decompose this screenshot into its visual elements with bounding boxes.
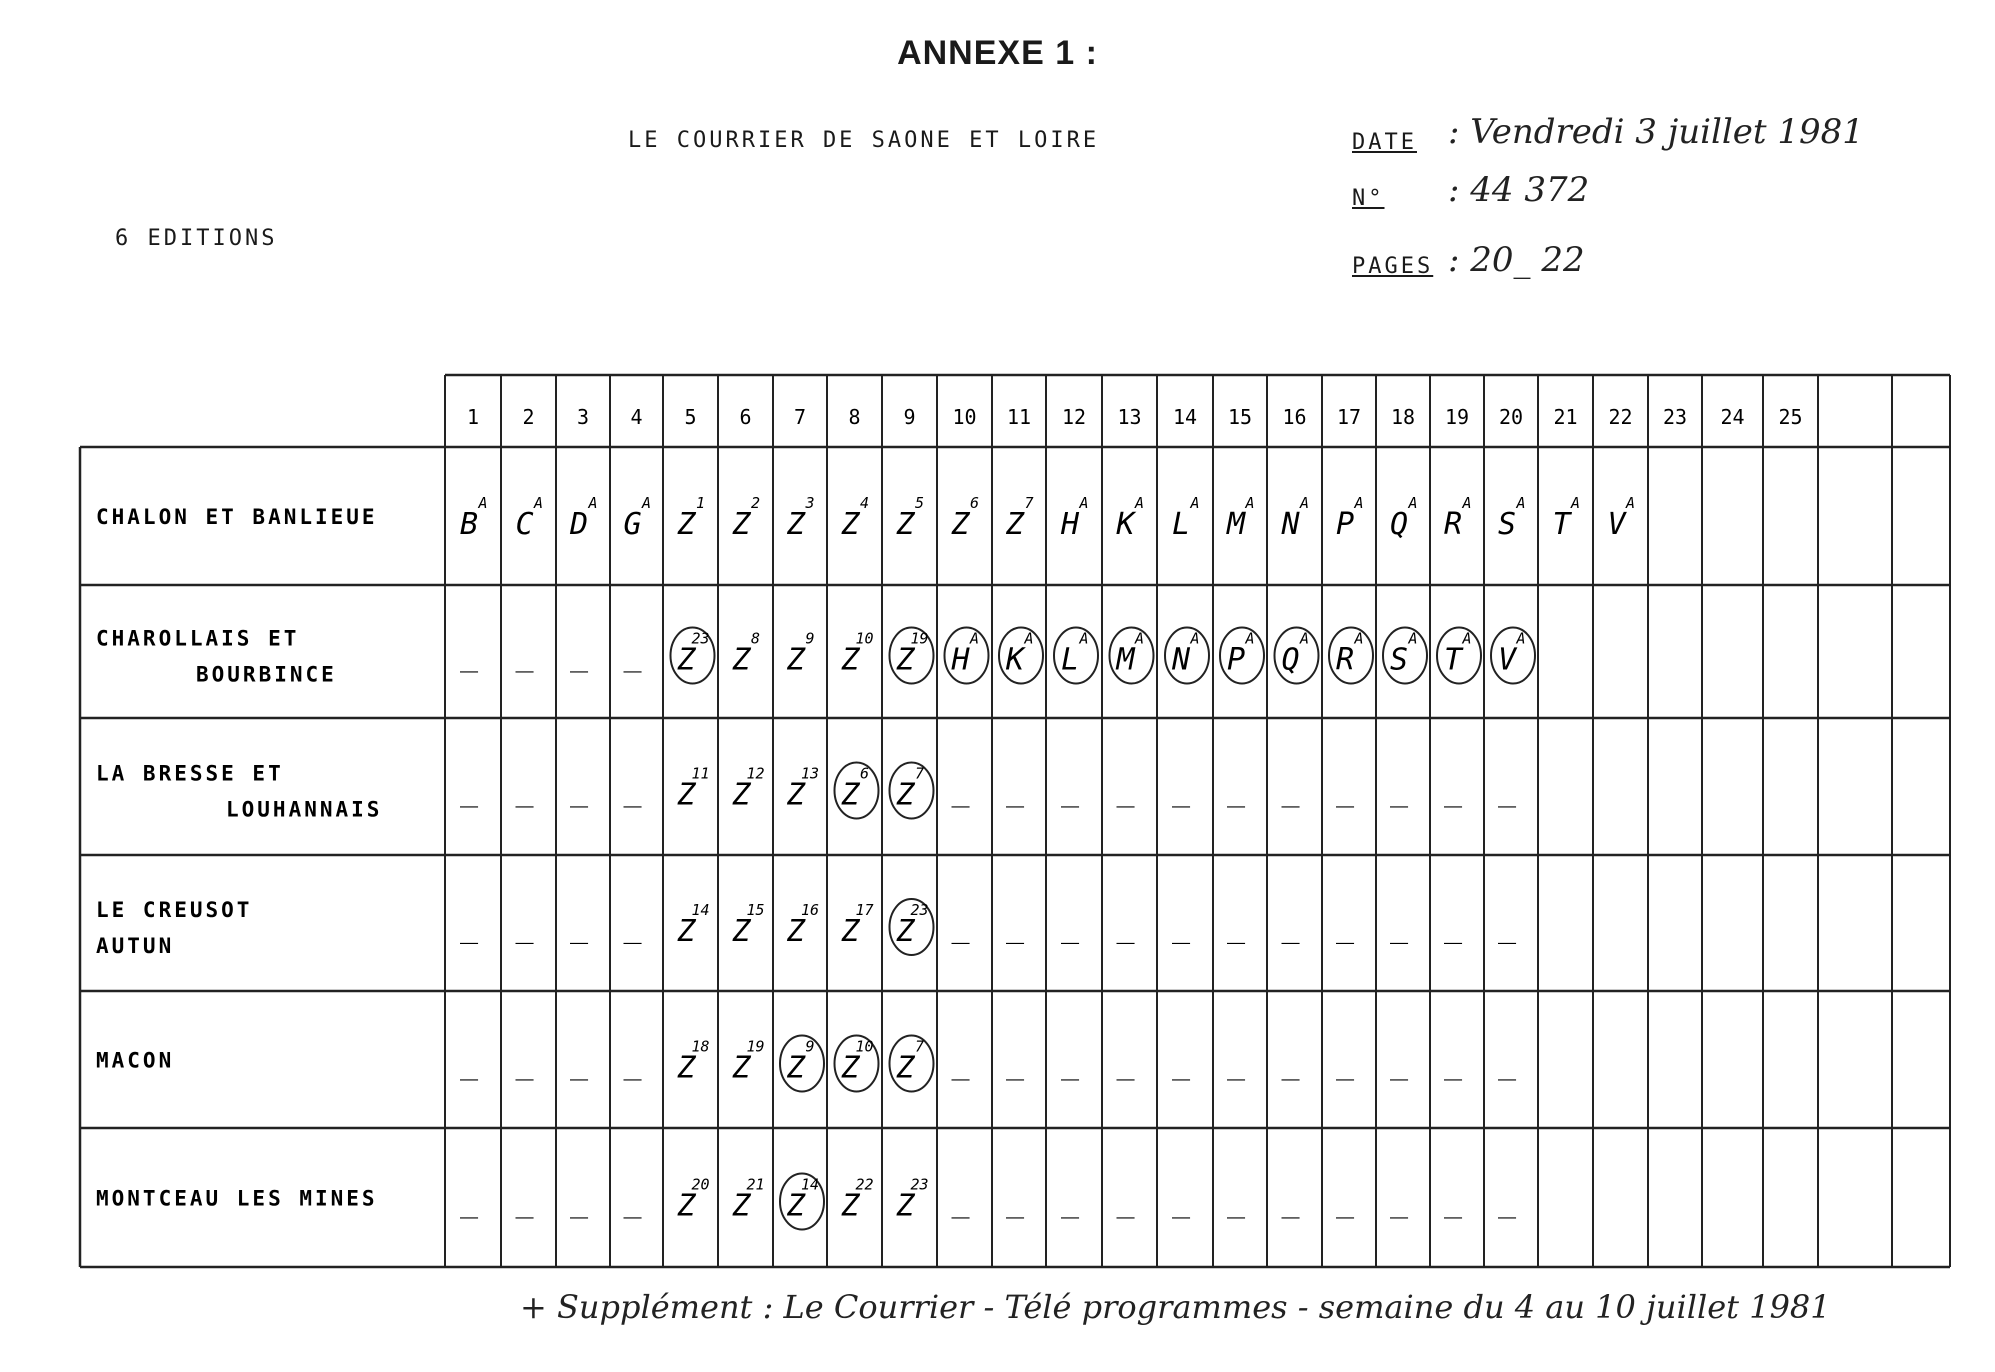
column-number: 15: [1227, 405, 1253, 429]
empty-cell-dash: _: [1335, 1184, 1355, 1220]
supplement-note: + Supplément : Le Courrier - Télé programmes - semaine du 4 au 10 juillet 1981: [520, 1288, 1831, 1326]
empty-cell-dash: _: [1226, 910, 1246, 945]
cell-letter: Z: [677, 507, 696, 542]
empty-cell-dash: _: [1116, 1046, 1135, 1082]
empty-cell-dash: _: [1335, 773, 1355, 809]
cell-superscript: 19: [746, 1037, 765, 1056]
row-label: AUTUN: [96, 934, 175, 958]
column-number: 16: [1282, 405, 1307, 429]
cell-letter: Z: [896, 777, 915, 813]
column-number: 2: [522, 405, 535, 429]
cell-superscript: A: [1190, 494, 1200, 512]
empty-cell-dash: _: [1171, 910, 1191, 945]
newspaper-name: LE COURRIER DE SAONE ET LOIRE: [628, 128, 1100, 153]
cell-letter: D: [569, 507, 589, 542]
page-title: ANNEXE 1 :: [897, 34, 1098, 72]
cell-letter: Z: [896, 642, 915, 678]
cell-letter: Z: [841, 914, 860, 949]
cell-superscript: A: [1134, 494, 1145, 512]
cell-letter: M: [1226, 507, 1246, 542]
column-number: 12: [1061, 405, 1087, 429]
empty-cell-dash: _: [569, 773, 589, 809]
empty-cell-dash: _: [1443, 910, 1463, 945]
cell-letter: Z: [841, 1188, 860, 1224]
cell-letter: Z: [677, 642, 696, 678]
cell-superscript: 6: [969, 494, 980, 512]
cell-letter: S: [1497, 507, 1517, 542]
cell-letter: Z: [841, 777, 860, 813]
empty-cell-dash: _: [515, 773, 534, 809]
cell-letter: Z: [732, 1188, 751, 1224]
empty-cell-dash: _: [1060, 1046, 1080, 1082]
cell-superscript: A: [1245, 629, 1255, 648]
cell-letter: N: [1171, 642, 1191, 678]
row-label: MACON: [96, 1048, 175, 1073]
column-number: 22: [1608, 405, 1633, 429]
cell-letter: Z: [732, 1050, 751, 1086]
empty-cell-dash: _: [459, 1046, 479, 1082]
cell-superscript: 15: [746, 901, 765, 919]
empty-cell-dash: _: [1497, 910, 1517, 945]
cell-superscript: A: [1462, 494, 1472, 512]
empty-cell-dash: _: [1060, 910, 1080, 945]
cell-letter: Q: [1281, 642, 1300, 678]
empty-cell-dash: _: [1171, 1046, 1191, 1082]
empty-cell-dash: _: [569, 638, 589, 674]
column-number: 4: [630, 405, 643, 429]
empty-cell-dash: _: [1005, 910, 1025, 945]
cell-superscript: 7: [914, 764, 925, 783]
column-number: 9: [903, 405, 916, 429]
empty-cell-dash: _: [1497, 1046, 1517, 1082]
empty-cell-dash: _: [515, 910, 534, 945]
cell-letter: H: [951, 642, 970, 678]
empty-cell-dash: _: [459, 773, 479, 809]
cell-letter: Z: [677, 777, 696, 813]
cell-superscript: A: [1299, 494, 1310, 512]
cell-superscript: A: [1134, 629, 1145, 648]
empty-cell-dash: _: [569, 1046, 589, 1082]
row-label: CHALON ET BANLIEUE: [96, 505, 378, 529]
cell-letter: Z: [841, 507, 860, 542]
editions-label: 6 EDITIONS: [115, 226, 278, 251]
cell-letter: Z: [896, 1188, 915, 1224]
cell-superscript: A: [1625, 494, 1636, 512]
cell-letter: Z: [841, 1050, 860, 1086]
column-number: 5: [684, 405, 697, 429]
cell-letter: Z: [732, 507, 751, 542]
empty-cell-dash: _: [1335, 1046, 1355, 1082]
empty-cell-dash: _: [1281, 1046, 1300, 1082]
cell-letter: L: [1060, 642, 1080, 678]
date-label: DATE: [1352, 130, 1417, 155]
empty-cell-dash: _: [515, 638, 534, 674]
empty-cell-dash: _: [1443, 1046, 1463, 1082]
row-label: CHAROLLAIS ET: [96, 626, 300, 651]
empty-cell-dash: _: [1226, 1184, 1246, 1220]
number-value: : 44 372: [1448, 170, 1590, 210]
column-number: 8: [848, 405, 861, 429]
cell-letter: T: [1443, 642, 1463, 678]
empty-cell-dash: _: [623, 1184, 642, 1220]
cell-letter: L: [1171, 507, 1191, 542]
cell-superscript: A: [1570, 494, 1581, 512]
cell-superscript: 14: [691, 901, 710, 919]
cell-letter: Z: [896, 914, 915, 949]
column-number: 20: [1498, 405, 1524, 429]
empty-cell-dash: _: [569, 910, 589, 945]
cell-superscript: A: [1299, 629, 1310, 648]
cell-superscript: A: [1516, 629, 1526, 648]
empty-cell-dash: _: [1226, 1046, 1246, 1082]
cell-letter: T: [1552, 507, 1571, 542]
empty-cell-dash: _: [1281, 773, 1300, 809]
cell-superscript: 9: [805, 1037, 815, 1056]
row-label: LOUHANNAIS: [226, 797, 383, 822]
cell-superscript: A: [969, 629, 980, 648]
cell-letter: Z: [786, 914, 806, 949]
cell-superscript: 19: [910, 629, 929, 648]
empty-cell-dash: _: [1389, 773, 1409, 809]
cell-superscript: 10: [855, 629, 874, 648]
column-number: 10: [952, 405, 977, 429]
empty-cell-dash: _: [1281, 910, 1300, 945]
cell-letter: H: [1060, 507, 1080, 542]
cell-letter: Z: [732, 642, 751, 678]
cell-superscript: A: [1079, 494, 1089, 512]
cell-superscript: A: [1354, 629, 1364, 648]
cell-letter: K: [1116, 507, 1135, 542]
cell-superscript: 9: [805, 629, 815, 648]
empty-cell-dash: _: [515, 1046, 534, 1082]
column-number: 19: [1444, 405, 1470, 429]
cell-superscript: A: [641, 494, 652, 512]
empty-cell-dash: _: [951, 1184, 970, 1220]
empty-cell-dash: _: [1171, 773, 1191, 809]
cell-letter: P: [1335, 507, 1355, 542]
cell-letter: Z: [786, 777, 806, 813]
cell-letter: Z: [951, 507, 970, 542]
cell-superscript: 11: [691, 764, 710, 783]
empty-cell-dash: _: [569, 1184, 589, 1220]
cell-letter: M: [1116, 642, 1135, 678]
cell-superscript: 17: [855, 901, 874, 919]
cell-superscript: A: [588, 494, 598, 512]
cell-superscript: 21: [746, 1175, 765, 1194]
column-number: 18: [1390, 405, 1416, 429]
empty-cell-dash: _: [1005, 1046, 1025, 1082]
column-number: 21: [1553, 405, 1578, 429]
cell-letter: R: [1443, 507, 1463, 542]
cell-letter: G: [623, 507, 642, 542]
empty-cell-dash: _: [1171, 1184, 1191, 1220]
empty-cell-dash: _: [459, 638, 479, 674]
empty-cell-dash: _: [623, 1046, 642, 1082]
empty-cell-dash: _: [1005, 773, 1025, 809]
empty-cell-dash: _: [623, 910, 642, 945]
cell-letter: Z: [896, 507, 915, 542]
cell-superscript: 7: [1024, 494, 1034, 512]
empty-cell-dash: _: [1281, 1184, 1300, 1220]
column-number: 25: [1778, 405, 1803, 429]
column-number: 6: [739, 405, 752, 429]
cell-letter: Z: [677, 1188, 696, 1224]
column-number: 14: [1172, 405, 1198, 429]
cell-superscript: 5: [914, 494, 925, 512]
cell-superscript: 22: [855, 1175, 874, 1194]
cell-superscript: A: [1245, 494, 1255, 512]
empty-cell-dash: _: [623, 773, 642, 809]
cell-letter: R: [1335, 642, 1355, 678]
empty-cell-dash: _: [1443, 1184, 1463, 1220]
cell-superscript: 18: [691, 1037, 710, 1056]
cell-superscript: 7: [914, 1037, 925, 1056]
cell-superscript: A: [533, 494, 544, 512]
cell-letter: C: [515, 507, 534, 542]
empty-cell-dash: _: [459, 1184, 479, 1220]
empty-cell-dash: _: [1060, 1184, 1080, 1220]
cell-letter: Z: [786, 1050, 806, 1086]
empty-cell-dash: _: [1116, 773, 1135, 809]
empty-cell-dash: _: [623, 638, 642, 674]
column-number: 1: [466, 405, 480, 429]
cell-superscript: A: [478, 494, 488, 512]
empty-cell-dash: _: [1005, 1184, 1025, 1220]
cell-letter: Z: [786, 642, 806, 678]
empty-cell-dash: _: [1389, 910, 1409, 945]
pages-value: : 20_ 22: [1448, 240, 1585, 280]
column-number: 3: [576, 405, 590, 429]
empty-cell-dash: _: [1116, 910, 1135, 945]
cell-letter: Z: [677, 914, 696, 949]
row-label: LE CREUSOT: [96, 898, 253, 922]
cell-letter: K: [1005, 642, 1025, 678]
column-number: 17: [1336, 405, 1362, 429]
empty-cell-dash: _: [951, 1046, 970, 1082]
cell-superscript: 12: [746, 764, 765, 783]
column-number: 7: [793, 405, 807, 429]
row-label: MONTCEAU LES MINES: [96, 1186, 378, 1211]
cell-superscript: 13: [800, 764, 820, 783]
cell-superscript: 16: [800, 901, 820, 919]
cell-superscript: A: [1462, 629, 1472, 648]
cell-superscript: 23: [691, 629, 710, 648]
empty-cell-dash: _: [459, 910, 479, 945]
date-value: : Vendredi 3 juillet 1981: [1448, 112, 1864, 152]
cell-letter: Z: [677, 1050, 696, 1086]
cell-superscript: 10: [855, 1037, 874, 1056]
cell-superscript: A: [1079, 629, 1089, 648]
cell-letter: Z: [1005, 507, 1025, 542]
cell-superscript: A: [1354, 494, 1364, 512]
cell-superscript: A: [1408, 494, 1418, 512]
cell-superscript: 3: [805, 494, 815, 512]
cell-letter: Z: [896, 1050, 915, 1086]
cell-superscript: A: [1024, 629, 1034, 648]
column-number: 24: [1720, 405, 1745, 429]
empty-cell-dash: _: [1335, 910, 1355, 945]
cell-superscript: 20: [691, 1175, 710, 1194]
cell-letter: Z: [786, 1188, 806, 1224]
empty-cell-dash: _: [1116, 1184, 1135, 1220]
cell-letter: S: [1389, 642, 1409, 678]
cell-letter: Z: [786, 507, 806, 542]
cell-letter: Z: [732, 914, 751, 949]
empty-cell-dash: _: [1497, 773, 1517, 809]
cell-letter: P: [1226, 642, 1246, 678]
cell-superscript: A: [1408, 629, 1418, 648]
cell-superscript: 23: [910, 901, 929, 919]
empty-cell-dash: _: [1226, 773, 1246, 809]
pages-label: PAGES: [1352, 254, 1434, 279]
cell-letter: Z: [841, 642, 860, 678]
cell-superscript: 8: [750, 629, 761, 648]
empty-cell-dash: _: [1443, 773, 1463, 809]
empty-cell-dash: _: [1389, 1046, 1409, 1082]
column-number: 13: [1117, 405, 1142, 429]
empty-cell-dash: _: [951, 773, 970, 809]
empty-cell-dash: _: [951, 910, 970, 945]
cell-letter: Q: [1389, 507, 1409, 542]
cell-superscript: A: [1516, 494, 1526, 512]
cell-superscript: 2: [750, 494, 761, 512]
number-label: N°: [1352, 186, 1385, 211]
cell-letter: B: [459, 507, 479, 542]
cell-letter: Z: [732, 777, 751, 813]
row-label: BOURBINCE: [196, 662, 337, 687]
cell-superscript: 14: [800, 1175, 820, 1194]
empty-cell-dash: _: [1060, 773, 1080, 809]
column-number: 23: [1662, 405, 1688, 429]
cell-letter: V: [1607, 507, 1626, 542]
cell-superscript: 6: [859, 764, 870, 783]
empty-cell-dash: _: [1389, 1184, 1409, 1220]
cell-superscript: 1: [695, 494, 706, 512]
cell-superscript: 4: [859, 494, 870, 512]
empty-cell-dash: _: [515, 1184, 534, 1220]
empty-cell-dash: _: [1497, 1184, 1517, 1220]
cell-letter: V: [1497, 642, 1517, 678]
cell-letter: N: [1281, 507, 1300, 542]
column-number: 11: [1006, 405, 1032, 429]
cell-superscript: A: [1190, 629, 1200, 648]
cell-superscript: 23: [910, 1175, 929, 1194]
row-label: LA BRESSE ET: [96, 761, 284, 786]
